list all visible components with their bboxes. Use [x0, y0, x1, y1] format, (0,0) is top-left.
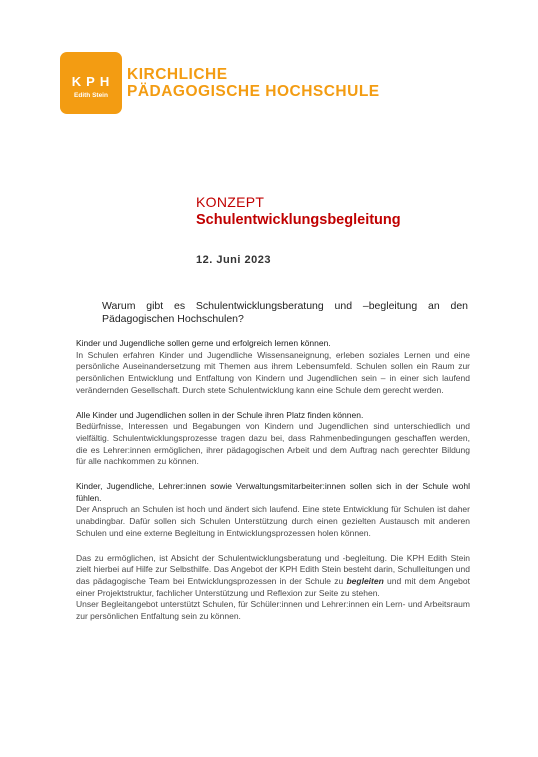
closing-paragraph-2: Unser Begleitangebot unterstützt Schulen, für Schüler:innen und Lehrer:innen ein Lern- und Arbeitsraum zur persönlichen Entfaltung sein zu können.: [76, 599, 470, 622]
logo-line-1: KIRCHLICHE: [127, 66, 228, 83]
section-heading: Kinder und Jugendliche sollen gerne und erfolgreich lernen können.: [76, 338, 331, 348]
section-heading: Alle Kinder und Jugendlichen sollen in der Schule ihren Platz finden können.: [76, 409, 364, 420]
section-1: [76, 338, 470, 397]
section-heading: Kinder, Jugendliche, Lehrer:innen sowie Verwaltungsmitarbeiter:innen sollen sich in der Schule wohl fühlen.: [76, 481, 470, 503]
closing-emphasis: begleiten: [346, 575, 384, 586]
logo-line-2: PÄDAGOGISCHE HOCHSCHULE: [127, 83, 380, 100]
logo-subtitle: Edith Stein: [74, 92, 108, 99]
section-body: Bedürfnisse, Interessen und Begabungen von Kindern und Jugendlichen sind unterschiedlich und vielfältig. Schulentwicklungsprozesse tragen dazu bei, dass Rahmenbedingungen geschaffen werden, die es Lehrer:innen ermöglichen, ihrer pädagogischen Arbeit und dem Auftrag nach gerechter Bildung für alle nachkommen zu können.: [76, 421, 470, 467]
closing-paragraph-1: [76, 553, 470, 600]
document-date: 12. Juni 2023: [196, 254, 271, 266]
closing-text-start: Das zu ermöglichen, ist Absicht der Schulentwicklungsberatung und -begleitung. Die KPH Edith Stein zielt hierbei auf Hilfe zur Selbsthilfe. Das Angebot der KPH Edith Stein besteht darin, Schulleitungen und das pädagogische Team bei Entwicklungsprozessen in der Schule zu: [76, 552, 470, 586]
section-2: [76, 410, 470, 469]
closing-section: [76, 553, 470, 623]
section-body: In Schulen erfahren Kinder und Jugendliche Wissensaneignung, erleben soziales Lernen und eine persönliche Auseinandersetzung mit Themen aus ihrem Lebensumfeld. Schulen sollen ein Raum zur persönlichen Entwicklung und Entfaltung von Kindern und Jugendlichen sein – in einer sich laufend verändernden Gesellschaft. Durch stete Schulentwicklung kann eine Schule dem gerecht werden.: [76, 349, 470, 395]
document-title: Schulentwicklungsbegleitung: [196, 212, 401, 228]
section-body: Der Anspruch an Schulen ist hoch und ändert sich laufend. Eine stete Entwicklung für Schulen ist daher unabdingbar. Dafür sollen sich Schulen Unterstützung durch einen gezielten Austausch mit anderen Schulen und eine externe Begleitung in Entwicklungsprozessen holen können.: [76, 504, 470, 538]
section-3: [76, 481, 470, 540]
kph-logo: [60, 52, 380, 114]
logo-badge: [60, 52, 122, 114]
document-body: [76, 338, 470, 636]
logo-letters: KPH: [71, 74, 115, 89]
logo-wordmark: [127, 66, 380, 100]
document-kicker: KONZEPT: [196, 194, 265, 210]
lead-question: Warum gibt es Schulentwicklungsberatung und –begleitung an den Pädagogischen Hochschulen?: [102, 300, 468, 325]
closing-text-end: und mit dem Angebot einer Projektstruktur, fachlicher Unterstützung und Reflexion zur Seite zu stehen.: [76, 575, 470, 598]
